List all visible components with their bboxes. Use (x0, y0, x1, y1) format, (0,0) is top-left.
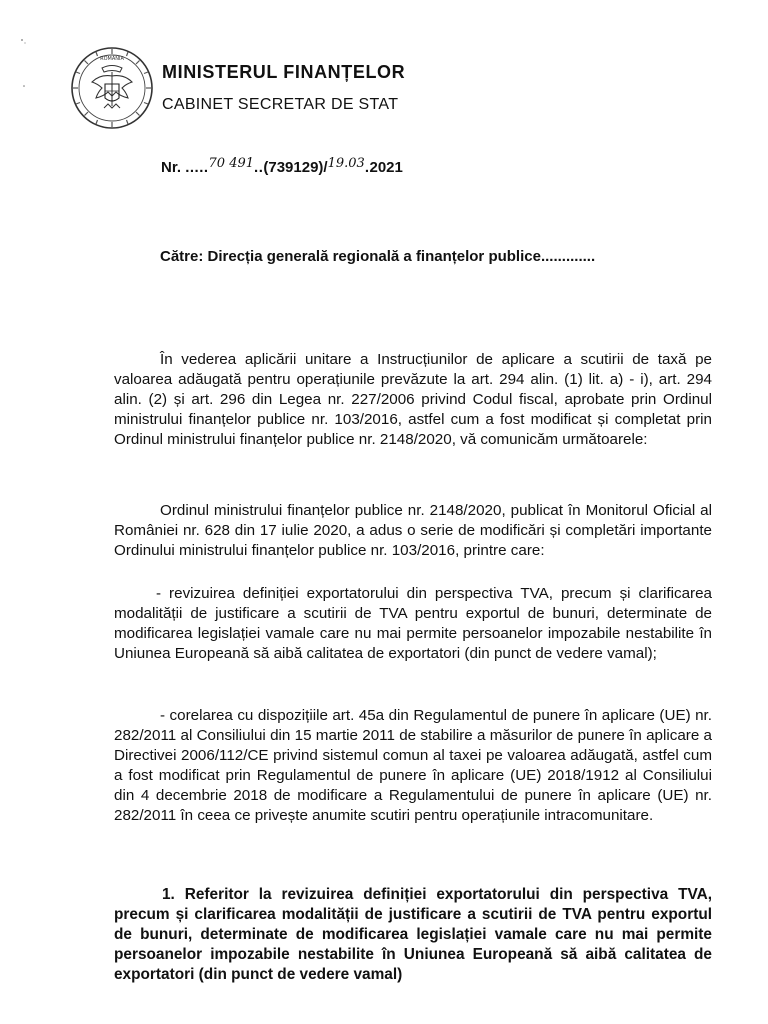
coat-of-arms-seal-icon (70, 46, 154, 130)
handwritten-date: 19.03 (327, 156, 365, 171)
section-heading-1: 1. Referitor la revizuirea definiției exportatorului din perspectiva TVA, precum și clarificarea modalității de justificare a scutirii de TVA pentru exportul de bunuri, determinate de modificarea legislației vamale care nu mai permite persoanelor impozabile nestabilite în Uniunea Europeană să aibă calitatea de exportatori (din punct de vedere vamal) (114, 886, 712, 983)
printed-number: (739129)/ (263, 159, 328, 176)
registration-year: 2021 (369, 159, 403, 176)
registration-dots-2: .. (254, 159, 264, 176)
registration-number (161, 156, 403, 176)
handwritten-number: 70 491 (208, 156, 255, 171)
registration-prefix: Nr. (161, 159, 186, 176)
scan-specks (14, 36, 44, 96)
order-paragraph: Ordinul ministrului finanțelor publice nr. 2148/2020, publicat în Monitorul Oficial al României nr. 628 din 17 iulie 2020, a adus o serie de modificări și completări importante Ordinului ministrului finanțelor publice nr. 103/2016, printre care: (114, 502, 712, 559)
ministry-name: MINISTERUL FINANȚELOR (162, 62, 406, 82)
intro-paragraph: În vederea aplicării unitare a Instrucțiunilor de aplicare a scutirii de taxă pe valoarea adăugată pentru operațiunile prevăzute la art. 294 alin. (1) lit. a) - i), art. 294 alin. (2) și art. 296 din Legea nr. 227/2006 privind Codul fiscal, aprobate prin Ordinul ministrului finanțelor publice nr. 103/2016, astfel cum a fost modificat și completat prin Ordinul ministrului finanțelor publice nr. 2148/2020, vă comunicăm următoarele: (114, 351, 712, 448)
recipient-line: Către: Direcția generală regională a finanțelor publice............. (160, 248, 596, 265)
cabinet-name: CABINET SECRETAR DE STAT (162, 96, 399, 113)
letterhead (162, 62, 405, 114)
list-item-regulation-correlation: - corelarea cu dispozițiile art. 45a din Regulamentul de punere în aplicare (UE) nr. 282/2011 al Consiliului din 15 martie 2011 de stabilire a măsurilor de punere în aplicare a Directivei 2006/112/CE privind sistemul comun al taxei pe valoarea adăugată, astfel cum a fost modificat prin Regulamentul de punere în aplicare (UE) 2018/1912 al Consiliului din 4 decembrie 2018 de modificare a Regulamentului de punere în aplicare (UE) nr. 282/2011 în ceea ce privește anumite scutiri pentru operațiunile intracomunitare. (114, 707, 712, 824)
list-item-exporter-definition: - revizuirea definiției exportatorului din perspectiva TVA, precum și clarificarea modalității de justificare a scutirii de TVA pentru exportul de bunuri, determinate de modificarea legislației vamale care nu mai permite persoanelor impozabile nestabilite în Uniunea Europeană să aibă calitatea de exportatori (din punct de vedere vamal); (114, 585, 712, 662)
registration-dots-1: ..... (185, 159, 209, 176)
seal-lettering: ROMÂNIA (100, 56, 124, 62)
registration-dots-3: . (364, 159, 370, 176)
